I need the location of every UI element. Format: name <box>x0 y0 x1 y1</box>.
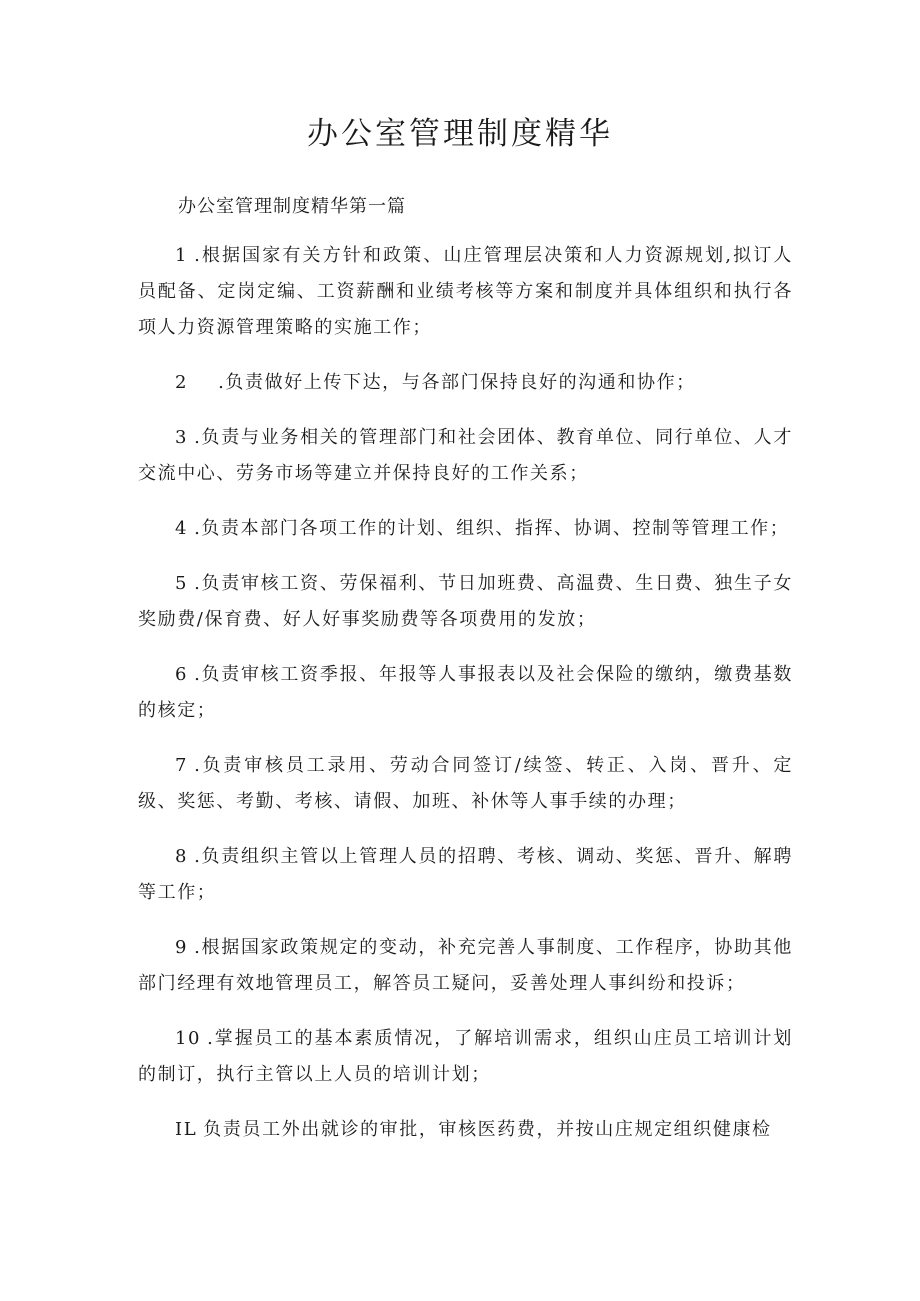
item-number: 2 <box>175 372 189 393</box>
item-text: .负责本部门各项工作的计划、组织、指挥、协调、控制等管理工作； <box>194 518 790 539</box>
item-text: 负责员工外出就诊的审批，审核医药费，并按山庄规定组织健康检 <box>203 1119 772 1140</box>
item-number: 4 <box>175 518 189 539</box>
paragraph-1 <box>138 238 793 346</box>
item-number: IL <box>175 1119 198 1140</box>
item-text: .根据国家政策规定的变动，补充完善人事制度、工作程序，协助其他部门经理有效地管理员工，解答员工疑问，妥善处理人事纠纷和投诉； <box>138 937 793 994</box>
item-number: 8 <box>175 846 189 867</box>
item-number: 1 <box>175 245 189 266</box>
paragraph-9 <box>138 930 793 1002</box>
item-text: .负责做好上传下达，与各部门保持良好的沟通和协作； <box>218 372 696 393</box>
paragraph-5 <box>138 566 793 638</box>
paragraph-11 <box>138 1112 793 1148</box>
paragraph-2 <box>138 365 793 401</box>
paragraph-6 <box>138 657 793 729</box>
item-number: 7 <box>175 755 189 776</box>
item-text: .负责审核工资、劳保福利、节日加班费、高温费、生日费、独生子女奖励费/保育费、好人好事奖励费等各项费用的发放； <box>138 573 793 630</box>
paragraph-7 <box>138 748 793 820</box>
item-number: 5 <box>175 573 189 594</box>
paragraph-8 <box>138 839 793 911</box>
item-number: 6 <box>175 664 189 685</box>
item-text: .根据国家有关方针和政策、山庄管理层决策和人力资源规划,拟订人员配备、定岗定编、工资薪酬和业绩考核等方案和制度并具体组织和执行各项人力资源管理策略的实施工作； <box>138 245 793 338</box>
item-text: .负责与业务相关的管理部门和社会团体、教育单位、同行单位、人才交流中心、劳务市场等建立并保持良好的工作关系； <box>138 427 793 484</box>
document-body <box>138 238 793 1167</box>
item-text: .掌握员工的基本素质情况，了解培训需求，组织山庄员工培训计划的制订，执行主管以上人员的培训计划； <box>138 1028 793 1085</box>
item-text: .负责审核员工录用、劳动合同签订/续签、转正、入岗、晋升、定级、奖惩、考勤、考核、请假、加班、补休等人事手续的办理； <box>138 755 793 812</box>
item-number: 3 <box>175 427 189 448</box>
item-text: .负责组织主管以上管理人员的招聘、考核、调动、奖惩、晋升、解聘等工作； <box>138 846 793 903</box>
document-title: 办公室管理制度精华 <box>307 116 613 152</box>
item-text: .负责审核工资季报、年报等人事报表以及社会保险的缴纳，缴费基数的核定； <box>138 664 793 721</box>
paragraph-4 <box>138 511 793 547</box>
paragraph-10 <box>138 1021 793 1093</box>
item-number: 9 <box>175 937 189 958</box>
item-number: 10 <box>175 1028 202 1049</box>
paragraph-3 <box>138 420 793 492</box>
section-heading: 办公室管理制度精华第一篇 <box>178 196 406 217</box>
